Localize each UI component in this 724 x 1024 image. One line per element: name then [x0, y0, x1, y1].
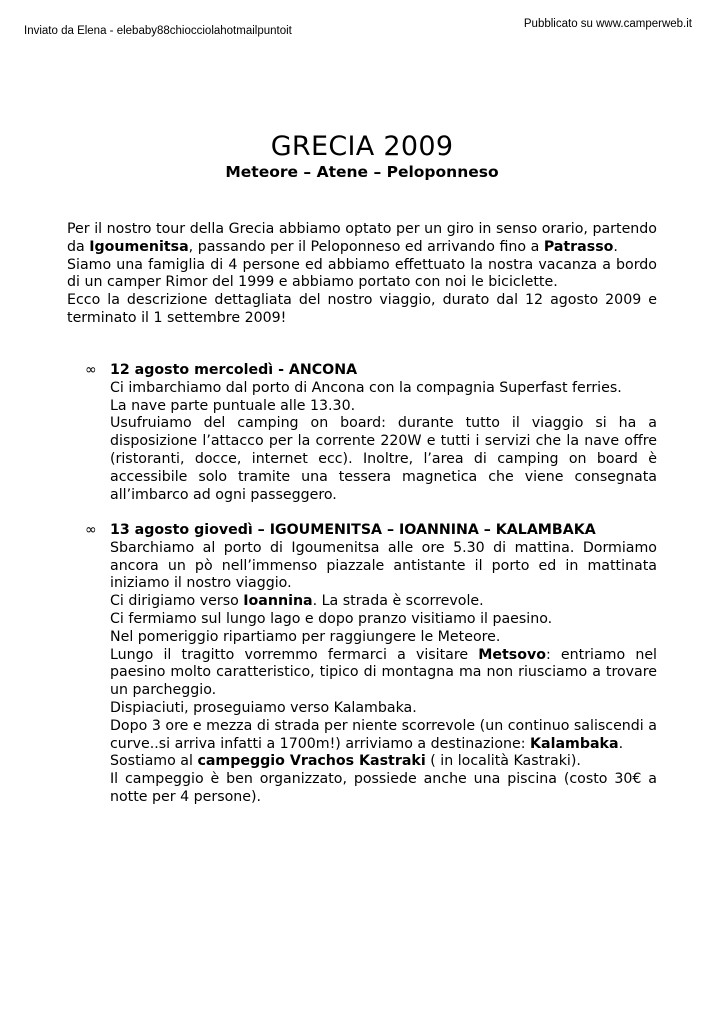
intro-paragraph-1 — [67, 221, 657, 257]
day-heading-2: 13 agosto giovedì – IGOUMENITSA – IOANNINA – KALAMBAKA — [110, 522, 596, 538]
place-ioannina: Ioannina — [243, 593, 313, 610]
infinity-bullet-icon: ∞ — [85, 362, 97, 378]
campsite-name: campeggio Vrachos Kastraki — [197, 753, 426, 770]
intro-text: . — [613, 238, 618, 255]
day2-text: . — [618, 735, 624, 752]
place-patrasso: Patrasso — [543, 238, 614, 255]
day2-line-3: Ci fermiamo sul lungo lago e dopo pranzo visitiamo il paesino. — [110, 610, 553, 627]
day2-text: Sostiamo al — [110, 753, 198, 770]
published-line: Pubblicato su www.camperweb.it — [523, 18, 692, 30]
day1-line-2: La nave parte puntuale alle 13.30. — [110, 397, 356, 414]
day2-text: Dopo 3 ore e mezza di strada per niente scorrevole (un continuo saliscendi a curve..si arriva infatti a 1700m!) arriviamo a destinazione: — [110, 717, 657, 752]
intro-paragraph-3: Ecco la descrizione dettagliata del nostro viaggio, durato dal 12 agosto 2009 e terminato il 1 settembre 2009! — [67, 292, 657, 326]
sender-line: Inviato da Elena - elebaby88chiocciolahotmailpuntoit — [24, 25, 292, 37]
day-heading-1: 12 agosto mercoledì - ANCONA — [110, 362, 358, 378]
document-subtitle: Meteore – Atene – Peloponneso — [225, 163, 499, 181]
document-title: GRECIA 2009 — [270, 131, 454, 162]
intro-section — [67, 221, 657, 328]
day1-line-1: Ci imbarchiamo dal porto di Ancona con la compagnia Superfast ferries. — [110, 379, 622, 396]
place-igoumenitsa: Igoumenitsa — [89, 238, 189, 255]
day2-line-9: Il campeggio è ben organizzato, possiede anche una piscina (costo 30€ a notte per 4 persone). — [110, 771, 657, 805]
place-kalambaka: Kalambaka — [530, 735, 619, 752]
day2-line-2 — [110, 593, 657, 611]
day-entry-2 — [85, 522, 657, 807]
intro-text: Per il nostro tour della Grecia abbiamo optato per un giro in senso orario, partendo da — [67, 221, 657, 255]
infinity-bullet-icon: ∞ — [85, 522, 97, 538]
intro-paragraph-2: Siamo una famiglia di 4 persone ed abbiamo effettuato la nostra vacanza a bordo di un camper Rimor del 1999 e abbiamo portato con noi le biciclette. — [67, 256, 657, 291]
place-metsovo: Metsovo — [478, 646, 546, 663]
day2-text: Lungo il tragitto vorremmo fermarci a visitare — [110, 646, 479, 663]
day2-line-8 — [110, 753, 657, 771]
intro-text: , passando per il Peloponneso ed arrivando fino a — [188, 238, 544, 255]
day2-line-4: Nel pomeriggio ripartiamo per raggiungere le Meteore. — [110, 628, 501, 645]
day1-line-3: Usufruiamo del camping on board: durante tutto il viaggio si ha a disposizione l’attacco per la corrente 220W e tutti i servizi che la nave offre (ristoranti, docce, internet ecc). Inoltre, l’area di camping on board è accessibile solo tramite una tessera magnetica che viene consegnata all’imbarco ad ogni passeggero. — [110, 415, 657, 503]
day2-line-1: Sbarchiamo al porto di Igoumenitsa alle ore 5.30 di mattina. Dormiamo ancora un pò nell’immenso piazzale antistante il porto ed in mattinata iniziamo il nostro viaggio. — [110, 539, 657, 592]
day2-text: Ci dirigiamo verso — [110, 593, 244, 610]
day2-text: . La strada è scorrevole. — [312, 593, 484, 610]
day2-text: : entriamo nel paesino molto caratteristico, tipico di montagna ma non riusciamo a trovare un parcheggio. — [110, 646, 657, 699]
day-entry-1 — [85, 362, 657, 504]
day2-text: ( in località Kastraki). — [425, 753, 581, 770]
day2-line-7 — [110, 718, 657, 754]
day2-line-5 — [110, 647, 657, 700]
day2-line-6: Dispiaciuti, proseguiamo verso Kalambaka. — [110, 699, 417, 716]
